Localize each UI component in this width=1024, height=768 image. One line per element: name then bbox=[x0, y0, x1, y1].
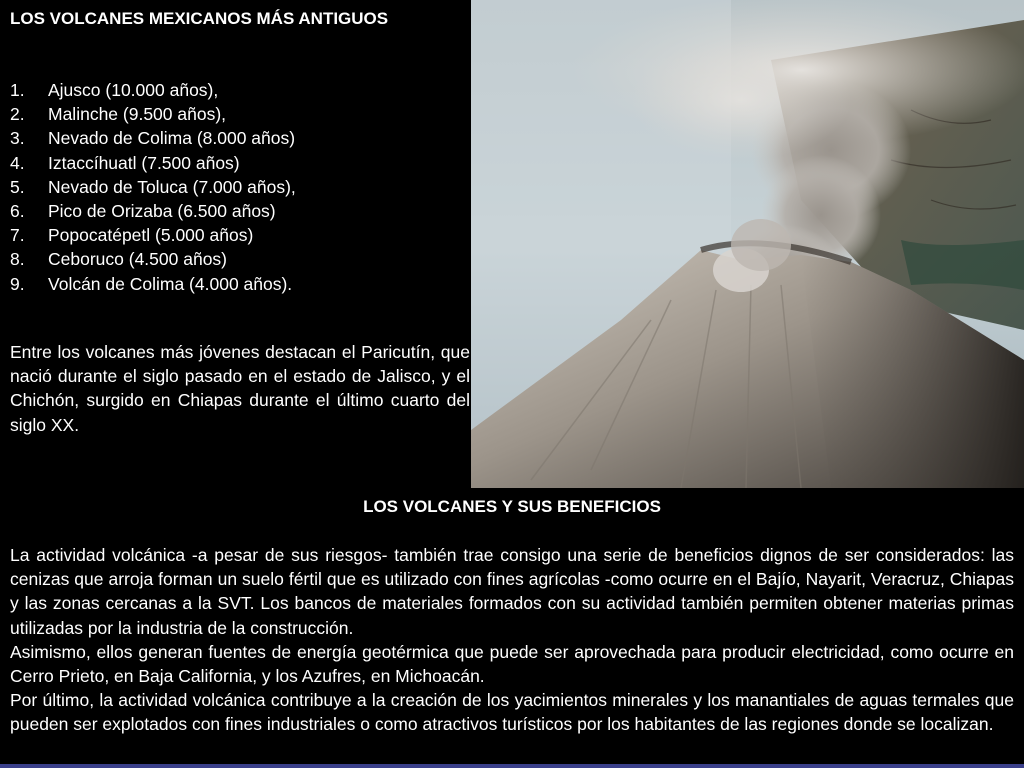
intro-paragraph: Entre los volcanes más jóvenes destacan el Paricutín, que nació durante el siglo pasado en el estado de Jalisco, y el Chichón, surgido en Chiapas durante el último cuarto del siglo XX. bbox=[10, 342, 470, 435]
list-item bbox=[10, 223, 470, 247]
list-number: 6. bbox=[10, 201, 25, 222]
list-number: 1. bbox=[10, 80, 25, 100]
list-item-text: Iztaccíhuatl (7.500 años) bbox=[48, 152, 240, 173]
benefits-paragraph: Asimismo, ellos generan fuentes de energía geotérmica que puede ser aprovechada para producir electricidad, como ocurre en Cerro Prieto, en Baja California, y los Azufres, en Michoacán. bbox=[10, 641, 1014, 687]
list-item bbox=[10, 126, 470, 150]
list-item-text: Pico de Orizaba (6.500 años) bbox=[48, 201, 276, 222]
list-number: 4. bbox=[10, 152, 25, 173]
volcano-photo bbox=[471, 0, 1024, 488]
list-item bbox=[10, 102, 470, 126]
list-item-text: Popocatépetl (5.000 años) bbox=[48, 225, 254, 246]
list-item bbox=[10, 247, 470, 271]
list-number: 5. bbox=[10, 176, 25, 197]
list-number: 7. bbox=[10, 225, 25, 246]
list-item bbox=[10, 272, 470, 296]
list-item-text: Malinche (9.500 años), bbox=[48, 104, 227, 125]
bottom-band bbox=[0, 764, 1024, 768]
list-number: 3. bbox=[10, 128, 25, 149]
list-item-text: Nevado de Toluca (7.000 años), bbox=[48, 176, 296, 197]
list-item bbox=[10, 151, 470, 175]
list-item-text: Ajusco (10.000 años), bbox=[48, 80, 219, 100]
benefits-text-block bbox=[10, 543, 1014, 737]
list-number: 8. bbox=[10, 249, 25, 270]
list-number: 9. bbox=[10, 273, 25, 294]
list-item-text: Ceboruco (4.500 años) bbox=[48, 249, 227, 270]
benefits-paragraph: Por último, la actividad volcánica contribuye a la creación de los yacimientos minerales y los manantiales de aguas termales que pueden ser explotados con fines industriales o como atractivos turísticos por los habitantes de las regiones donde se localizan. bbox=[10, 690, 1014, 735]
benefits-paragraph: La actividad volcánica -a pesar de sus riesgos- también trae consigo una serie de beneficios dignos de ser considerados: las cenizas que arroja forman un suelo fértil que es utilizado con fines agrícolas -como ocurre en el Bajío, Nayarit, Veracruz, Chiapas y las zonas cercanas a la SVT. Los bancos de materiales formados con su actividad también permiten obtener materias primas utilizadas por la industria de la construcción. bbox=[10, 545, 1014, 638]
page-title: LOS VOLCANES MEXICANOS MÁS ANTIGUOS bbox=[10, 9, 389, 28]
list-item bbox=[10, 78, 470, 102]
list-item bbox=[10, 175, 470, 199]
volcano-eruption-image bbox=[471, 0, 1024, 488]
top-left-text-block bbox=[10, 8, 470, 435]
benefits-heading: LOS VOLCANES Y SUS BENEFICIOS bbox=[363, 497, 661, 516]
list-item bbox=[10, 199, 470, 223]
volcano-list bbox=[10, 78, 470, 296]
list-number: 2. bbox=[10, 104, 25, 125]
list-item-text: Volcán de Colima (4.000 años). bbox=[48, 273, 293, 294]
list-item-text: Nevado de Colima (8.000 años) bbox=[48, 128, 296, 149]
